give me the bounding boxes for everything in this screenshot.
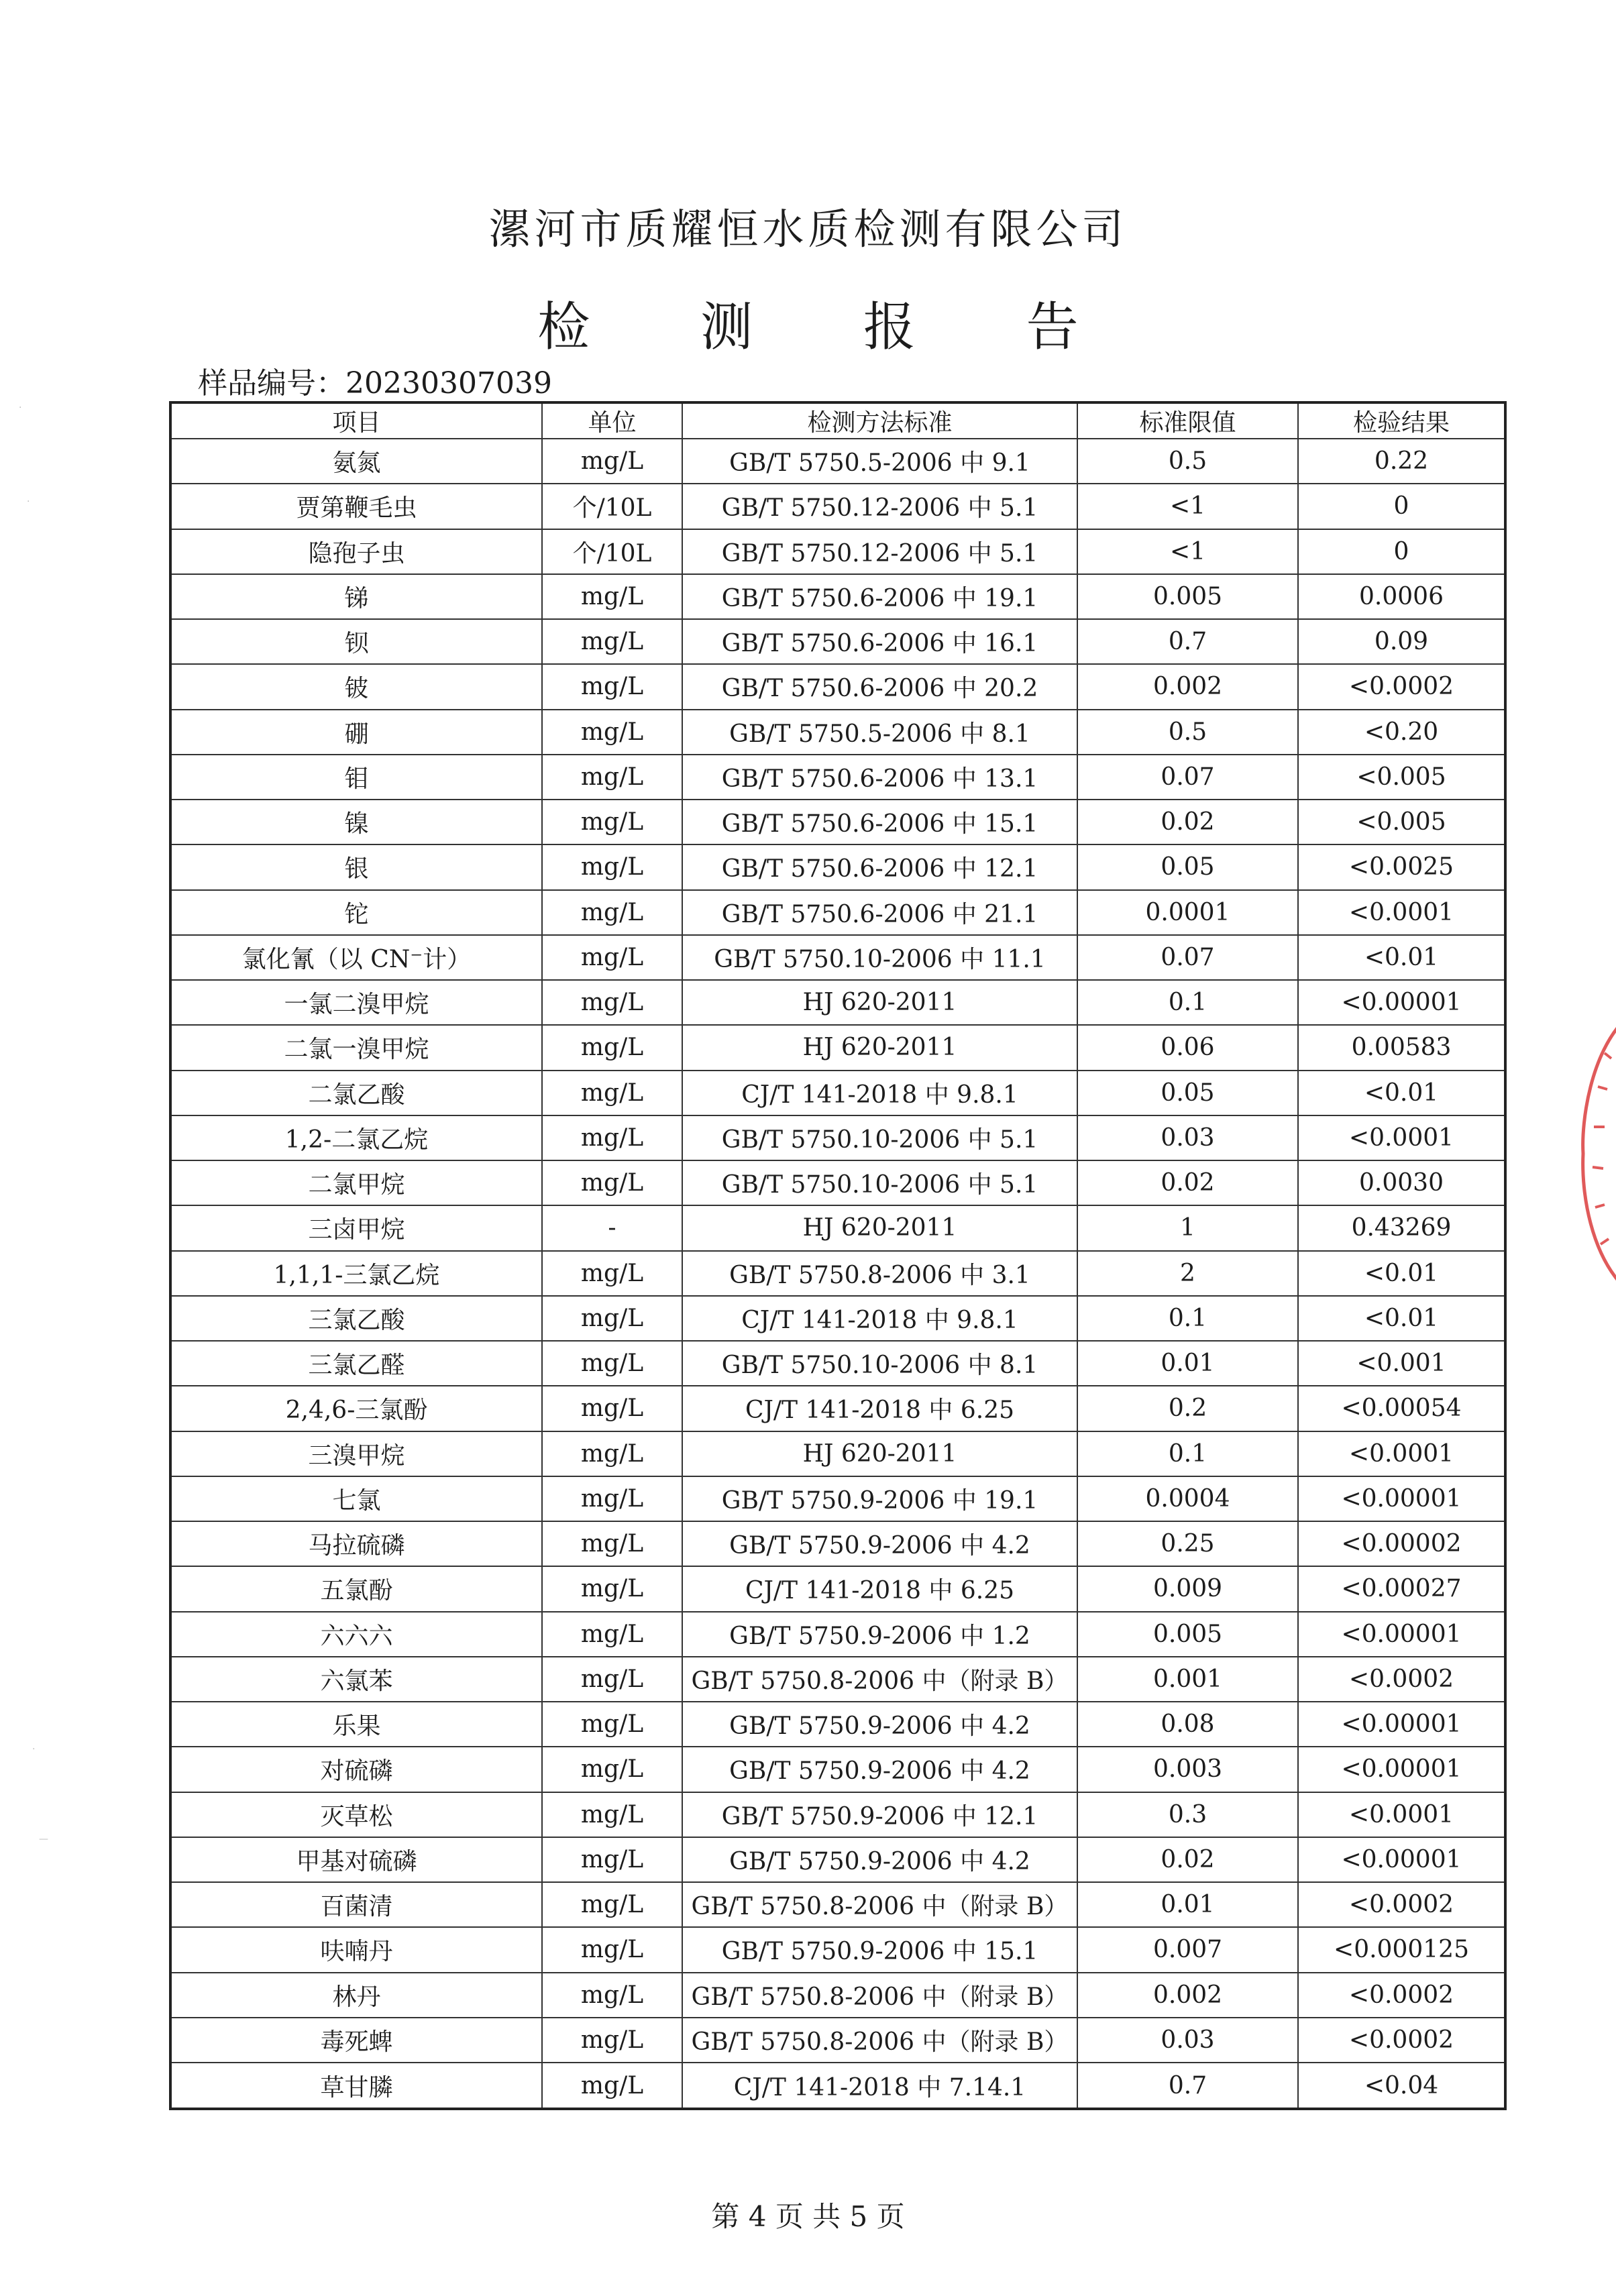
unit-cell: mg/L bbox=[542, 1115, 682, 1160]
sample-number-label: 样品编号： bbox=[198, 366, 345, 400]
limit-cell: 0.01 bbox=[1077, 1341, 1298, 1386]
item-cell: 铍 bbox=[170, 664, 542, 709]
limit-cell: 0.2 bbox=[1077, 1386, 1298, 1431]
table-row bbox=[170, 2018, 1505, 2063]
method-cell: HJ 620-2011 bbox=[682, 1431, 1077, 1476]
scan-dust-mark: · bbox=[19, 402, 22, 413]
limit-cell: 0.7 bbox=[1077, 2063, 1298, 2109]
sample-number-value: 20230307039 bbox=[345, 366, 552, 400]
item-cell: 五氯酚 bbox=[170, 1566, 542, 1611]
limit-cell: 0.05 bbox=[1077, 1071, 1298, 1115]
result-cell: 0 bbox=[1298, 529, 1505, 574]
method-cell: GB/T 5750.12-2006 中 5.1 bbox=[682, 529, 1077, 574]
item-cell: 三溴甲烷 bbox=[170, 1431, 542, 1476]
unit-cell: mg/L bbox=[542, 890, 682, 935]
table-row bbox=[170, 1251, 1505, 1296]
unit-cell: mg/L bbox=[542, 664, 682, 709]
table-row bbox=[170, 1476, 1505, 1521]
unit-cell: mg/L bbox=[542, 574, 682, 619]
limit-cell: <1 bbox=[1077, 484, 1298, 529]
table-row bbox=[170, 664, 1505, 709]
limit-cell: 1 bbox=[1077, 1205, 1298, 1250]
limit-cell: 2 bbox=[1077, 1251, 1298, 1296]
unit-cell: mg/L bbox=[542, 1612, 682, 1657]
limit-cell: 0.1 bbox=[1077, 980, 1298, 1025]
result-cell: 0.0006 bbox=[1298, 574, 1505, 619]
table-row bbox=[170, 1025, 1505, 1070]
result-cell: <0.00002 bbox=[1298, 1521, 1505, 1566]
result-cell: <0.0002 bbox=[1298, 664, 1505, 709]
result-cell: <0.04 bbox=[1298, 2063, 1505, 2109]
method-cell: GB/T 5750.9-2006 中 4.2 bbox=[682, 1521, 1077, 1566]
result-cell: <0.0001 bbox=[1298, 1792, 1505, 1837]
item-cell: 硼 bbox=[170, 710, 542, 755]
method-cell: GB/T 5750.9-2006 中 12.1 bbox=[682, 1792, 1077, 1837]
result-cell: <0.00054 bbox=[1298, 1386, 1505, 1431]
item-cell: 百菌清 bbox=[170, 1882, 542, 1927]
table-row bbox=[170, 1837, 1505, 1882]
item-cell: 二氯一溴甲烷 bbox=[170, 1025, 542, 1070]
method-cell: GB/T 5750.9-2006 中 4.2 bbox=[682, 1837, 1077, 1882]
table-row bbox=[170, 1160, 1505, 1205]
method-cell: GB/T 5750.6-2006 中 19.1 bbox=[682, 574, 1077, 619]
unit-cell: mg/L bbox=[542, 1251, 682, 1296]
limit-cell: 0.1 bbox=[1077, 1431, 1298, 1476]
limit-cell: 0.007 bbox=[1077, 1927, 1298, 1972]
table-row bbox=[170, 1071, 1505, 1115]
seal-marks-icon bbox=[1593, 1053, 1611, 1244]
item-cell: 二氯乙酸 bbox=[170, 1071, 542, 1115]
limit-cell: 0.5 bbox=[1077, 439, 1298, 484]
result-cell: <0.0001 bbox=[1298, 890, 1505, 935]
method-cell: GB/T 5750.6-2006 中 15.1 bbox=[682, 800, 1077, 844]
result-cell: <0.0001 bbox=[1298, 1431, 1505, 1476]
sample-number bbox=[198, 359, 552, 402]
unit-cell: mg/L bbox=[542, 1521, 682, 1566]
page-number: 第 4 页 共 5 页 bbox=[711, 2200, 905, 2233]
limit-cell: 0.003 bbox=[1077, 1747, 1298, 1792]
item-cell: 七氯 bbox=[170, 1476, 542, 1521]
table-row bbox=[170, 1566, 1505, 1611]
item-cell: 六六六 bbox=[170, 1612, 542, 1657]
table-row bbox=[170, 1296, 1505, 1341]
unit-cell: mg/L bbox=[542, 1341, 682, 1386]
limit-cell: 0.02 bbox=[1077, 800, 1298, 844]
unit-cell: mg/L bbox=[542, 755, 682, 800]
limit-cell: 0.02 bbox=[1077, 1837, 1298, 1882]
method-cell: GB/T 5750.12-2006 中 5.1 bbox=[682, 484, 1077, 529]
table-row bbox=[170, 2063, 1505, 2109]
unit-cell: mg/L bbox=[542, 1566, 682, 1611]
result-cell: 0.43269 bbox=[1298, 1205, 1505, 1250]
unit-cell: mg/L bbox=[542, 1927, 682, 1972]
unit-cell: mg/L bbox=[542, 1071, 682, 1115]
table-row bbox=[170, 1973, 1505, 2018]
item-cell: 二氯甲烷 bbox=[170, 1160, 542, 1205]
unit-cell: mg/L bbox=[542, 1792, 682, 1837]
table-row bbox=[170, 980, 1505, 1025]
limit-cell: 0.7 bbox=[1077, 619, 1298, 664]
item-cell: 对硫磷 bbox=[170, 1747, 542, 1792]
limit-cell: 0.07 bbox=[1077, 755, 1298, 800]
method-cell: CJ/T 141-2018 中 6.25 bbox=[682, 1566, 1077, 1611]
unit-cell: 个/10L bbox=[542, 484, 682, 529]
method-cell: GB/T 5750.10-2006 中 8.1 bbox=[682, 1341, 1077, 1386]
item-cell: 钼 bbox=[170, 755, 542, 800]
unit-cell: mg/L bbox=[542, 439, 682, 484]
result-cell: <0.01 bbox=[1298, 1251, 1505, 1296]
unit-cell: mg/L bbox=[542, 1973, 682, 2018]
result-cell: <0.0002 bbox=[1298, 1973, 1505, 2018]
limit-cell: 0.05 bbox=[1077, 844, 1298, 889]
result-cell: 0.00583 bbox=[1298, 1025, 1505, 1070]
unit-cell: 个/10L bbox=[542, 529, 682, 574]
method-cell: GB/T 5750.9-2006 中 1.2 bbox=[682, 1612, 1077, 1657]
unit-cell: mg/L bbox=[542, 935, 682, 980]
item-cell: 2,4,6-三氯酚 bbox=[170, 1386, 542, 1431]
item-cell: 1,2-二氯乙烷 bbox=[170, 1115, 542, 1160]
table-row bbox=[170, 935, 1505, 980]
table-row bbox=[170, 1747, 1505, 1792]
table-row bbox=[170, 755, 1505, 800]
method-cell: GB/T 5750.6-2006 中 13.1 bbox=[682, 755, 1077, 800]
item-cell: 氨氮 bbox=[170, 439, 542, 484]
table-row bbox=[170, 574, 1505, 619]
method-cell: GB/T 5750.6-2006 中 16.1 bbox=[682, 619, 1077, 664]
table-row bbox=[170, 1882, 1505, 1927]
method-cell: GB/T 5750.9-2006 中 4.2 bbox=[682, 1702, 1077, 1747]
table-row bbox=[170, 800, 1505, 844]
table-body bbox=[170, 439, 1505, 2109]
result-cell: <0.0002 bbox=[1298, 1882, 1505, 1927]
method-cell: GB/T 5750.6-2006 中 21.1 bbox=[682, 890, 1077, 935]
table-row bbox=[170, 1927, 1505, 1972]
table-row bbox=[170, 484, 1505, 529]
limit-cell: 0.25 bbox=[1077, 1521, 1298, 1566]
limit-cell: 0.0001 bbox=[1077, 890, 1298, 935]
limit-cell: 0.1 bbox=[1077, 1296, 1298, 1341]
item-cell: 1,1,1-三氯乙烷 bbox=[170, 1251, 542, 1296]
result-cell: <0.00001 bbox=[1298, 1476, 1505, 1521]
table-row bbox=[170, 890, 1505, 935]
limit-cell: 0.03 bbox=[1077, 2018, 1298, 2063]
item-cell: 钡 bbox=[170, 619, 542, 664]
column-header: 检验结果 bbox=[1298, 402, 1505, 439]
item-cell: 草甘膦 bbox=[170, 2063, 542, 2109]
unit-cell: mg/L bbox=[542, 1296, 682, 1341]
method-cell: CJ/T 141-2018 中 9.8.1 bbox=[682, 1296, 1077, 1341]
result-cell: 0.22 bbox=[1298, 439, 1505, 484]
table-row bbox=[170, 844, 1505, 889]
limit-cell: 0.002 bbox=[1077, 664, 1298, 709]
unit-cell: mg/L bbox=[542, 1837, 682, 1882]
unit-cell: mg/L bbox=[542, 1702, 682, 1747]
result-cell: <0.20 bbox=[1298, 710, 1505, 755]
method-cell: CJ/T 141-2018 中 9.8.1 bbox=[682, 1071, 1077, 1115]
method-cell: CJ/T 141-2018 中 6.25 bbox=[682, 1386, 1077, 1431]
scan-dust-mark: · bbox=[27, 496, 30, 507]
table-row bbox=[170, 1792, 1505, 1837]
table-row bbox=[170, 1341, 1505, 1386]
method-cell: GB/T 5750.9-2006 中 4.2 bbox=[682, 1747, 1077, 1792]
item-cell: 氯化氰（以 CN⁻计） bbox=[170, 935, 542, 980]
item-cell: 马拉硫磷 bbox=[170, 1521, 542, 1566]
method-cell: GB/T 5750.9-2006 中 15.1 bbox=[682, 1927, 1077, 1972]
unit-cell: mg/L bbox=[542, 844, 682, 889]
column-header: 检测方法标准 bbox=[682, 402, 1077, 439]
limit-cell: 0.3 bbox=[1077, 1792, 1298, 1837]
result-cell: <0.005 bbox=[1298, 755, 1505, 800]
limit-cell: 0.009 bbox=[1077, 1566, 1298, 1611]
seal-ring-icon bbox=[1583, 1020, 1616, 1288]
result-cell: <0.005 bbox=[1298, 800, 1505, 844]
table-row bbox=[170, 1612, 1505, 1657]
result-cell: 0 bbox=[1298, 484, 1505, 529]
table-row bbox=[170, 439, 1505, 484]
column-header: 单位 bbox=[542, 402, 682, 439]
limit-cell: 0.005 bbox=[1077, 1612, 1298, 1657]
unit-cell: mg/L bbox=[542, 1025, 682, 1070]
method-cell: GB/T 5750.10-2006 中 5.1 bbox=[682, 1160, 1077, 1205]
result-cell: <0.00001 bbox=[1298, 1612, 1505, 1657]
unit-cell: mg/L bbox=[542, 1657, 682, 1702]
unit-cell: mg/L bbox=[542, 619, 682, 664]
result-cell: <0.0001 bbox=[1298, 1115, 1505, 1160]
unit-cell: mg/L bbox=[542, 1476, 682, 1521]
result-cell: <0.00001 bbox=[1298, 1837, 1505, 1882]
item-cell: 一氯二溴甲烷 bbox=[170, 980, 542, 1025]
method-cell: HJ 620-2011 bbox=[682, 1025, 1077, 1070]
unit-cell: mg/L bbox=[542, 800, 682, 844]
limit-cell: 0.06 bbox=[1077, 1025, 1298, 1070]
item-cell: 铊 bbox=[170, 890, 542, 935]
scan-dust-mark: — bbox=[39, 1834, 48, 1845]
result-cell: 0.09 bbox=[1298, 619, 1505, 664]
limit-cell: 0.01 bbox=[1077, 1882, 1298, 1927]
limit-cell: 0.07 bbox=[1077, 935, 1298, 980]
limit-cell: 0.005 bbox=[1077, 574, 1298, 619]
result-cell: <0.01 bbox=[1298, 935, 1505, 980]
scan-dust-mark: · bbox=[32, 1744, 36, 1755]
table-row bbox=[170, 1702, 1505, 1747]
result-cell: <0.01 bbox=[1298, 1296, 1505, 1341]
unit-cell: mg/L bbox=[542, 1882, 682, 1927]
table-row bbox=[170, 1386, 1505, 1431]
limit-cell: 0.5 bbox=[1077, 710, 1298, 755]
method-cell: GB/T 5750.6-2006 中 12.1 bbox=[682, 844, 1077, 889]
table-row bbox=[170, 529, 1505, 574]
table-row bbox=[170, 1431, 1505, 1476]
table-row bbox=[170, 1521, 1505, 1566]
item-cell: 呋喃丹 bbox=[170, 1927, 542, 1972]
result-cell: <0.00001 bbox=[1298, 980, 1505, 1025]
method-cell: GB/T 5750.8-2006 中（附录 B） bbox=[682, 2018, 1077, 2063]
item-cell: 毒死蜱 bbox=[170, 2018, 542, 2063]
result-cell: 0.0030 bbox=[1298, 1160, 1505, 1205]
table-row bbox=[170, 1115, 1505, 1160]
result-cell: <0.01 bbox=[1298, 1071, 1505, 1115]
unit-cell: mg/L bbox=[542, 1747, 682, 1792]
method-cell: HJ 620-2011 bbox=[682, 980, 1077, 1025]
result-cell: <0.00001 bbox=[1298, 1702, 1505, 1747]
result-cell: <0.00027 bbox=[1298, 1566, 1505, 1611]
item-cell: 隐孢子虫 bbox=[170, 529, 542, 574]
report-title: 检 测 报 告 bbox=[537, 297, 1126, 358]
item-cell: 灭草松 bbox=[170, 1792, 542, 1837]
limit-cell: 0.0004 bbox=[1077, 1476, 1298, 1521]
result-cell: <0.0002 bbox=[1298, 1657, 1505, 1702]
table-row bbox=[170, 619, 1505, 664]
unit-cell: mg/L bbox=[542, 2063, 682, 2109]
method-cell: GB/T 5750.10-2006 中 11.1 bbox=[682, 935, 1077, 980]
limit-cell: 0.002 bbox=[1077, 1973, 1298, 2018]
table-row bbox=[170, 1205, 1505, 1250]
limit-cell: 0.08 bbox=[1077, 1702, 1298, 1747]
method-cell: GB/T 5750.8-2006 中（附录 B） bbox=[682, 1882, 1077, 1927]
limit-cell: 0.02 bbox=[1077, 1160, 1298, 1205]
result-cell: <0.0002 bbox=[1298, 2018, 1505, 2063]
result-cell: <0.001 bbox=[1298, 1341, 1505, 1386]
unit-cell: - bbox=[542, 1205, 682, 1250]
unit-cell: mg/L bbox=[542, 1386, 682, 1431]
item-cell: 三氯乙醛 bbox=[170, 1341, 542, 1386]
unit-cell: mg/L bbox=[542, 980, 682, 1025]
table-row bbox=[170, 710, 1505, 755]
result-cell: <0.0025 bbox=[1298, 844, 1505, 889]
limit-cell: 0.001 bbox=[1077, 1657, 1298, 1702]
results-table bbox=[169, 401, 1507, 2110]
method-cell: GB/T 5750.5-2006 中 9.1 bbox=[682, 439, 1077, 484]
method-cell: GB/T 5750.6-2006 中 20.2 bbox=[682, 664, 1077, 709]
result-cell: <0.00001 bbox=[1298, 1747, 1505, 1792]
method-cell: GB/T 5750.10-2006 中 5.1 bbox=[682, 1115, 1077, 1160]
method-cell: GB/T 5750.8-2006 中 3.1 bbox=[682, 1251, 1077, 1296]
column-header: 项目 bbox=[170, 402, 542, 439]
item-cell: 贾第鞭毛虫 bbox=[170, 484, 542, 529]
column-header: 标准限值 bbox=[1077, 402, 1298, 439]
company-name: 漯河市质耀恒水质检测有限公司 bbox=[488, 205, 1128, 254]
item-cell: 六氯苯 bbox=[170, 1657, 542, 1702]
method-cell: GB/T 5750.8-2006 中（附录 B） bbox=[682, 1657, 1077, 1702]
unit-cell: mg/L bbox=[542, 2018, 682, 2063]
result-cell: <0.000125 bbox=[1298, 1927, 1505, 1972]
table-row bbox=[170, 1657, 1505, 1702]
method-cell: GB/T 5750.9-2006 中 19.1 bbox=[682, 1476, 1077, 1521]
method-cell: CJ/T 141-2018 中 7.14.1 bbox=[682, 2063, 1077, 2109]
unit-cell: mg/L bbox=[542, 1431, 682, 1476]
method-cell: HJ 620-2011 bbox=[682, 1205, 1077, 1250]
method-cell: GB/T 5750.5-2006 中 8.1 bbox=[682, 710, 1077, 755]
method-cell: GB/T 5750.8-2006 中（附录 B） bbox=[682, 1973, 1077, 2018]
item-cell: 镍 bbox=[170, 800, 542, 844]
item-cell: 锑 bbox=[170, 574, 542, 619]
limit-cell: 0.03 bbox=[1077, 1115, 1298, 1160]
table-header-row bbox=[170, 402, 1505, 439]
red-seal-stamp bbox=[1578, 1013, 1616, 1295]
item-cell: 甲基对硫磷 bbox=[170, 1837, 542, 1882]
item-cell: 乐果 bbox=[170, 1702, 542, 1747]
unit-cell: mg/L bbox=[542, 1160, 682, 1205]
unit-cell: mg/L bbox=[542, 710, 682, 755]
item-cell: 林丹 bbox=[170, 1973, 542, 2018]
item-cell: 三卤甲烷 bbox=[170, 1205, 542, 1250]
item-cell: 三氯乙酸 bbox=[170, 1296, 542, 1341]
limit-cell: <1 bbox=[1077, 529, 1298, 574]
item-cell: 银 bbox=[170, 844, 542, 889]
